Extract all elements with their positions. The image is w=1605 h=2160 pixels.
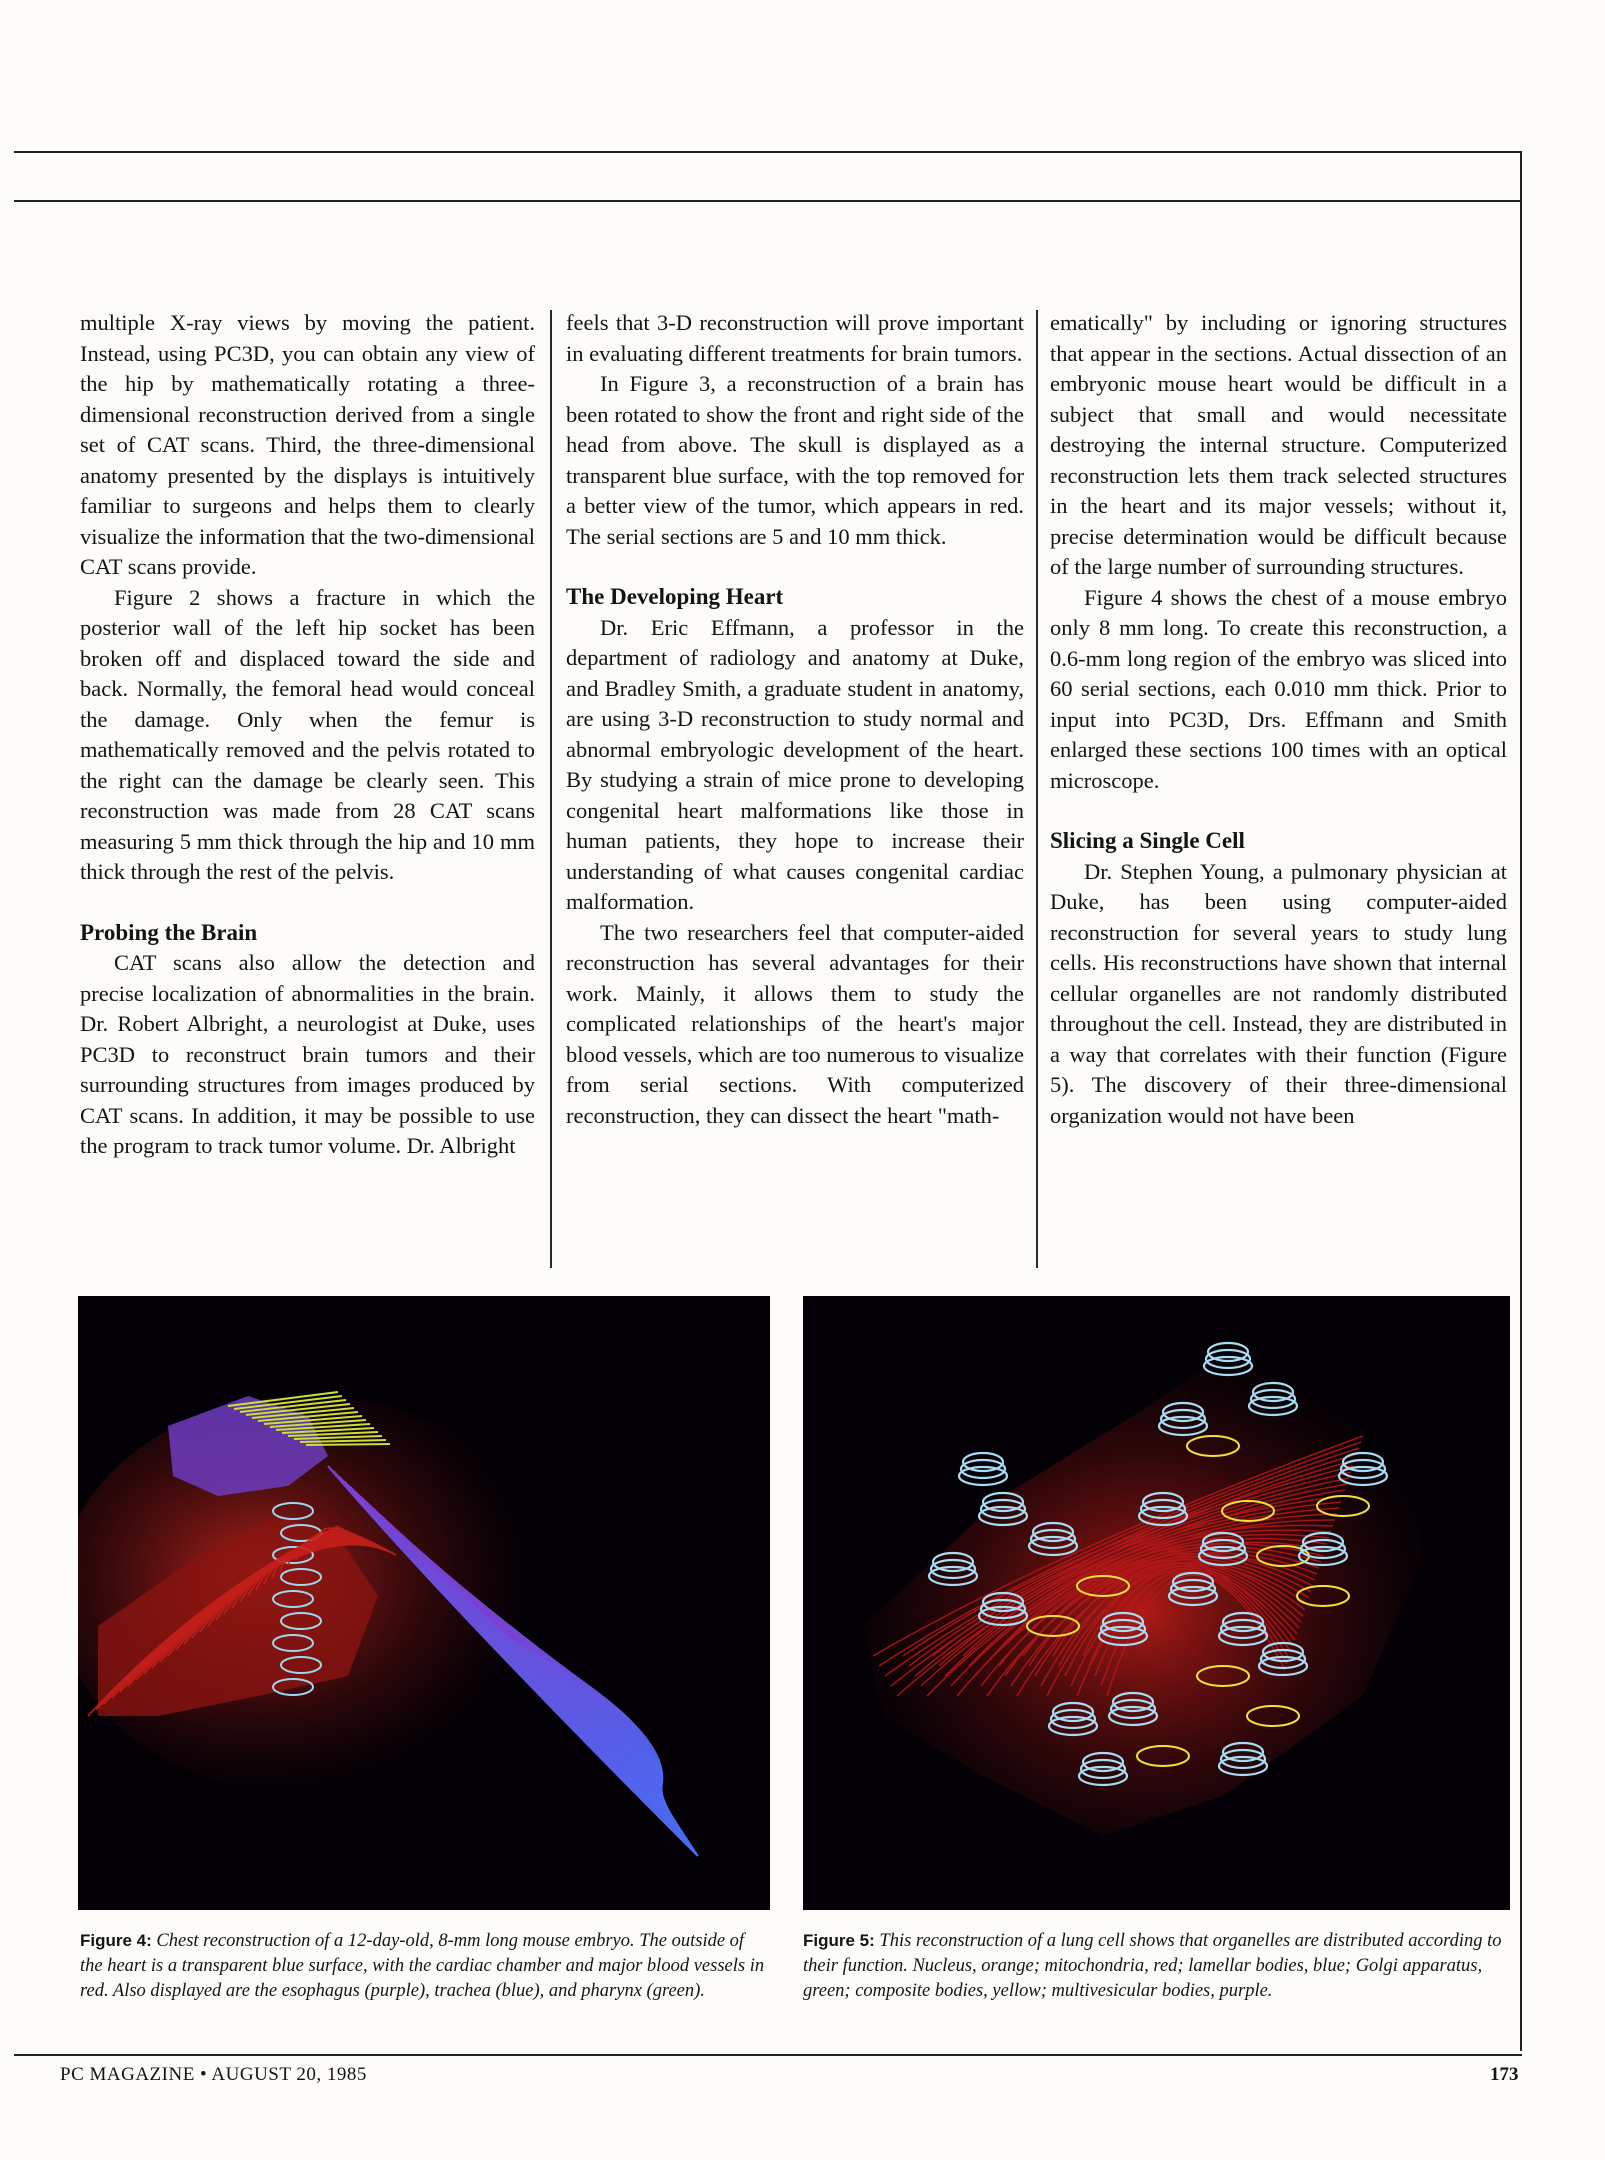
page-number: 173 — [1490, 2064, 1519, 2085]
paragraph: The two researchers feel that computer-aided reconstruction has several advantages for their work. Mainly, it allows them to study the complicated relationships of the heart's major blood vessels, which are too numerous to visualize from serial sections. With computerized reconstruction, they can dissect the heart "math- — [566, 919, 1024, 1128]
figure-5-caption — [803, 1928, 1508, 2004]
paragraph: Dr. Eric Effmann, a professor in the department of radiology and anatomy at Duke, and Bradley Smith, a graduate student in anatomy, are using 3-D reconstruction to study normal and abnormal embryologic development of the heart. By studying a strain of mice prone to developing congenital heart malformations like those in human patients, they hope to increase their understanding of what causes congenital cardiac malformation. — [566, 614, 1024, 914]
article-column-3 — [1050, 308, 1507, 1273]
footer-rule — [14, 2054, 1522, 2056]
header-rule-bottom — [14, 200, 1522, 202]
paragraph: multiple X-ray views by moving the patient. Instead, using PC3D, you can obtain any view of the hip by mathematically rotating a three-dimensional reconstruction derived from a single set of CAT scans. Third, the three-dimensional anatomy presented by the displays is intuitively familiar to surgeons and helps them to clearly visualize the information that the two-dimensional CAT scans provide. — [80, 310, 535, 579]
figure-5-lung-cell-reconstruction — [803, 1296, 1510, 1910]
figure-5-label: Figure 5: — [803, 1931, 875, 1950]
figure-4-caption-text: Chest reconstruction of a 12-day-old, 8-mm long mouse embryo. The outside of the heart is a transparent blue surface, with the cardiac chamber and major blood vessels in red. Also displayed are the esophagus (purple), trachea (blue), and pharynx (green). — [80, 1931, 765, 2001]
figure-4-caption — [80, 1928, 770, 2004]
paragraph: Figure 2 shows a fracture in which the posterior wall of the left hip socket has been broken off and displaced toward the side and back. Normally, the femoral head would conceal the damage. Only when the femur is mathematically removed and the pelvis rotated to the right can the damage be clearly seen. This reconstruction was made from 28 CAT scans measuring 5 mm thick through the hip and 10 mm thick through the rest of the pelvis. — [80, 584, 535, 884]
article-column-2 — [566, 308, 1024, 1273]
section-heading-brain: Probing the Brain — [80, 919, 258, 945]
figure-4-heart-reconstruction — [78, 1296, 770, 1910]
page-edge-rule — [1520, 151, 1522, 2051]
heart-reconstruction-image — [78, 1296, 770, 1910]
paragraph: In Figure 3, a reconstruction of a brain has been rotated to show the front and right side of the head from above. The skull is displayed as a transparent blue surface, with the top removed for a better view of the tumor, which appears in red. The serial sections are 5 and 10 mm thick. — [566, 371, 1024, 549]
paragraph: CAT scans also allow the detection and precise localization of abnormalities in the brain. Dr. Robert Albright, a neurologist at Duke, uses PC3D to reconstruct brain tumors and their surrounding structures from images produced by CAT scans. In addition, it may be possible to use the program to track tumor volume. Dr. Albright — [80, 950, 535, 1158]
column-divider — [1036, 310, 1038, 1268]
lung-cell-reconstruction-image — [803, 1296, 1510, 1910]
pharynx-contour — [306, 1444, 390, 1445]
figure-4-label: Figure 4: — [80, 1931, 152, 1950]
column-divider — [550, 310, 552, 1268]
article-column-1 — [80, 308, 535, 1273]
paragraph: Dr. Stephen Young, a pulmonary physician at Duke, has been using computer-aided reconstruction for several years to study lung cells. His reconstructions have shown that internal cellular organelles are not randomly distributed throughout the cell. Instead, they are distributed in a way that correlates with their function (Figure 5). The discovery of their three-dimensional organization would not have been — [1050, 858, 1507, 1128]
paragraph: feels that 3-D reconstruction will prove important in evaluating different treatments for brain tumors. — [566, 310, 1024, 366]
footer-publication: PC MAGAZINE • AUGUST 20, 1985 — [60, 2064, 367, 2085]
header-rule-top — [14, 151, 1522, 153]
figure-5-caption-text: This reconstruction of a lung cell shows that organelles are distributed according to their function. Nucleus, orange; mitochondria, red; lamellar bodies, blue; Golgi apparatus, green; composite bodies, yellow; multivesicular bodies, purple. — [803, 1931, 1502, 2001]
paragraph: ematically" by including or ignoring structures that appear in the sections. Actual dissection of an embryonic mouse heart would be difficult in a subject that small and would necessitate destroying the internal structure. Computerized reconstruction lets them track selected structures in the heart and its major vessels; without it, precise determination would be difficult because of the large number of surrounding structures. — [1050, 310, 1507, 579]
paragraph: Figure 4 shows the chest of a mouse embryo only 8 mm long. To create this reconstruction, a 0.6-mm long region of the embryo was sliced into 60 serial sections, each 0.010 mm thick. Prior to input into PC3D, Drs. Effmann and Smith enlarged these sections 100 times with an optical microscope. — [1050, 584, 1507, 793]
section-heading-cell: Slicing a Single Cell — [1050, 828, 1245, 853]
section-heading-heart: The Developing Heart — [566, 584, 784, 609]
